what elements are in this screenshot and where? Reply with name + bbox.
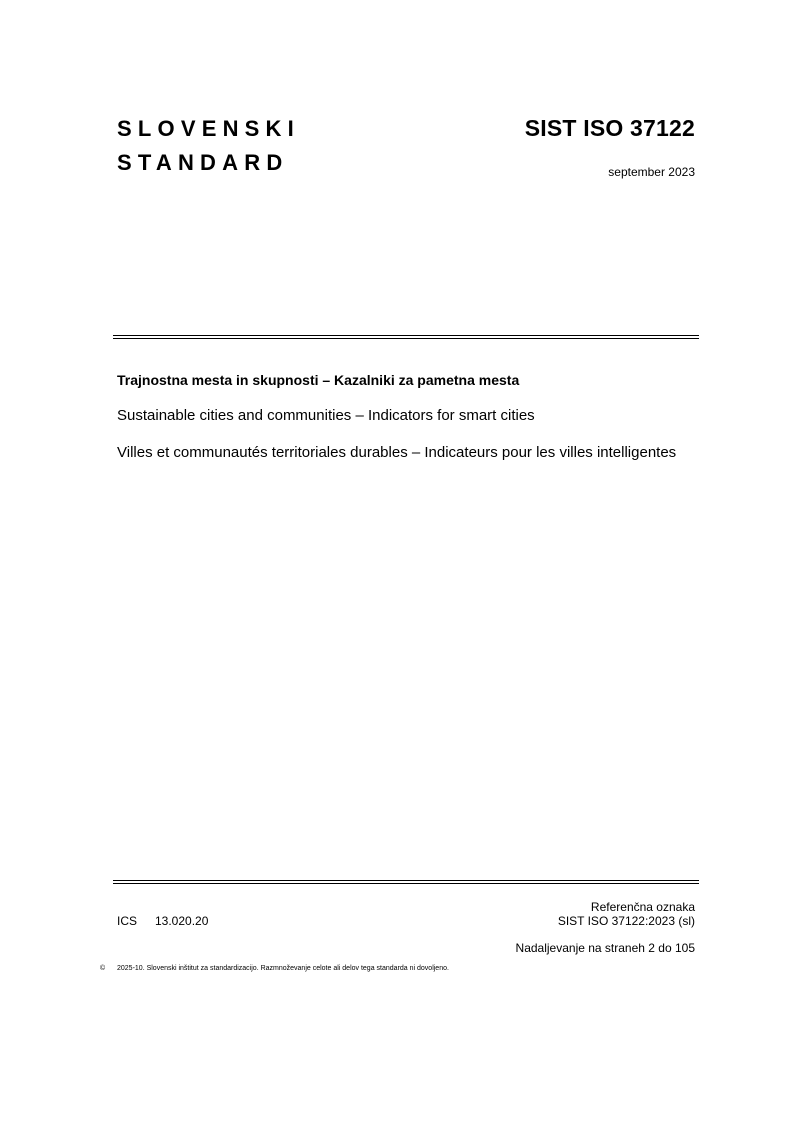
title-french: Villes et communautés territoriales durables – Indicateurs pour les villes intelligentes — [117, 444, 677, 461]
brand-line-slovenski: SLOVENSKI — [117, 116, 300, 141]
ics-classification — [117, 914, 208, 928]
title-english: Sustainable cities and communities – Indicators for smart cities — [117, 407, 535, 424]
reference-value: SIST ISO 37122:2023 (sl) — [557, 914, 695, 928]
copyright-text: 2025-10. Slovenski inštitut za standardizacijo. Razmnoževanje celote ali delov tega standarda ni dovoljeno. — [117, 965, 449, 972]
page-continuation: Nadaljevanje na straneh 2 do 105 — [515, 941, 695, 955]
copyright-icon: © — [100, 965, 106, 972]
standard-number: SIST ISO 37122 — [524, 115, 695, 141]
ics-code: 13.020.20 — [155, 914, 209, 928]
brand-line-standard: STANDARD — [117, 150, 289, 175]
top-divider — [113, 335, 699, 339]
publication-date: september 2023 — [608, 165, 695, 179]
title-slovenian: Trajnostna mesta in skupnosti – Kazalniki za pametna mesta — [117, 372, 520, 388]
copyright-notice — [100, 965, 449, 972]
bottom-divider — [113, 880, 699, 884]
reference-label: Referenčna oznaka — [590, 900, 695, 914]
ics-label: ICS — [117, 914, 138, 928]
